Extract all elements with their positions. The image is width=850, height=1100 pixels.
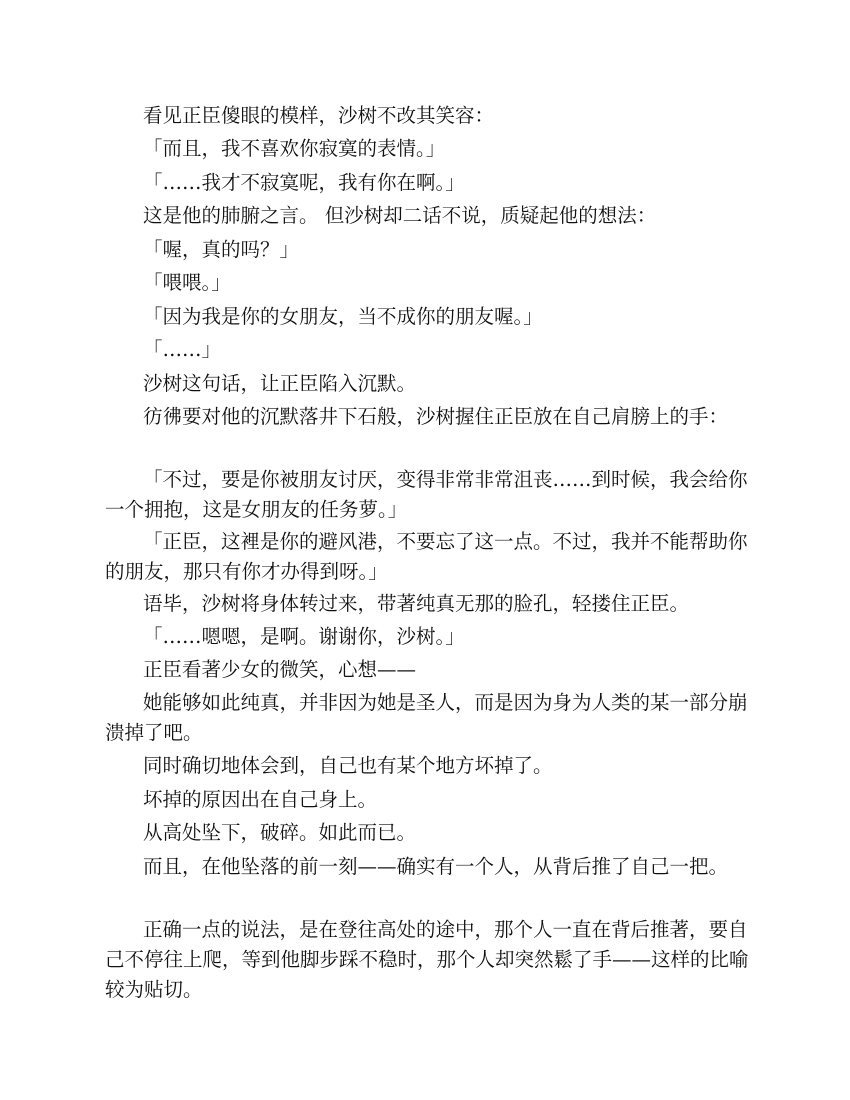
paragraph-1: 看见正臣傻眼的模样，沙树不改其笑容： (143, 104, 495, 127)
paragraph-11: 「不过，要是你被朋友讨厌，变得非常非常沮丧……到时候，我会给你一个拥抱，这是女朋友的任务萝。」 (105, 468, 748, 521)
paragraph-4: 这是他的肺腑之言。 但沙树却二话不说，质疑起他的想法： (143, 204, 657, 227)
paragraph-13: 语毕，沙树将身体转过来，带著纯真无那的脸孔，轻搂住正臣。 (143, 592, 690, 615)
paragraph-14: 「……嗯嗯，是啊。谢谢你，沙树。」 (143, 625, 465, 648)
paragraph-8: 「……」 (143, 338, 222, 361)
paragraph-16: 她能够如此纯真，并非因为她是圣人，而是因为身为人类的某一部分崩溃掉了吧。 (105, 691, 748, 744)
paragraph-7: 「因为我是你的女朋友，当不成你的朋友喔。」 (143, 305, 543, 328)
paragraph-6: 「喂喂。」 (143, 271, 231, 294)
paragraph-19: 从高处坠下，破碎。如此而已。 (143, 821, 417, 844)
paragraph-20: 而且，在他坠落的前一刻——确实有一个人，从背后推了自己一把。 (143, 855, 729, 878)
paragraph-2: 「而且，我不喜欢你寂寞的表情。」 (143, 137, 446, 160)
paragraph-9: 沙树这句话，让正臣陷入沉默。 (143, 372, 417, 395)
paragraph-5: 「喔，真的吗？」 (143, 238, 300, 261)
paragraph-21: 正确一点的说法，是在登往高处的途中，那个人一直在背后推著，要自己不停往上爬，等到他脚步踩不稳时，那个人却突然鬆了手——这样的比喻较为贴切。 (105, 918, 749, 1001)
paragraph-18: 坏掉的原因出在自己身上。 (143, 788, 378, 811)
paragraph-17: 同时确切地体会到，自己也有某个地方坏掉了。 (143, 754, 553, 777)
paragraph-3: 「……我才不寂寞呢，我有你在啊。」 (143, 171, 465, 194)
paragraph-10: 彷彿要对他的沉默落井下石般，沙树握住正臣放在自己肩膀上的手： (143, 405, 729, 428)
paragraph-15: 正臣看著少女的微笑，心想—— (143, 658, 417, 681)
paragraph-12: 「正臣，这裡是你的避风港，不要忘了这一点。不过，我并不能帮助你的朋友，那只有你才办得到呀。」 (105, 530, 748, 583)
